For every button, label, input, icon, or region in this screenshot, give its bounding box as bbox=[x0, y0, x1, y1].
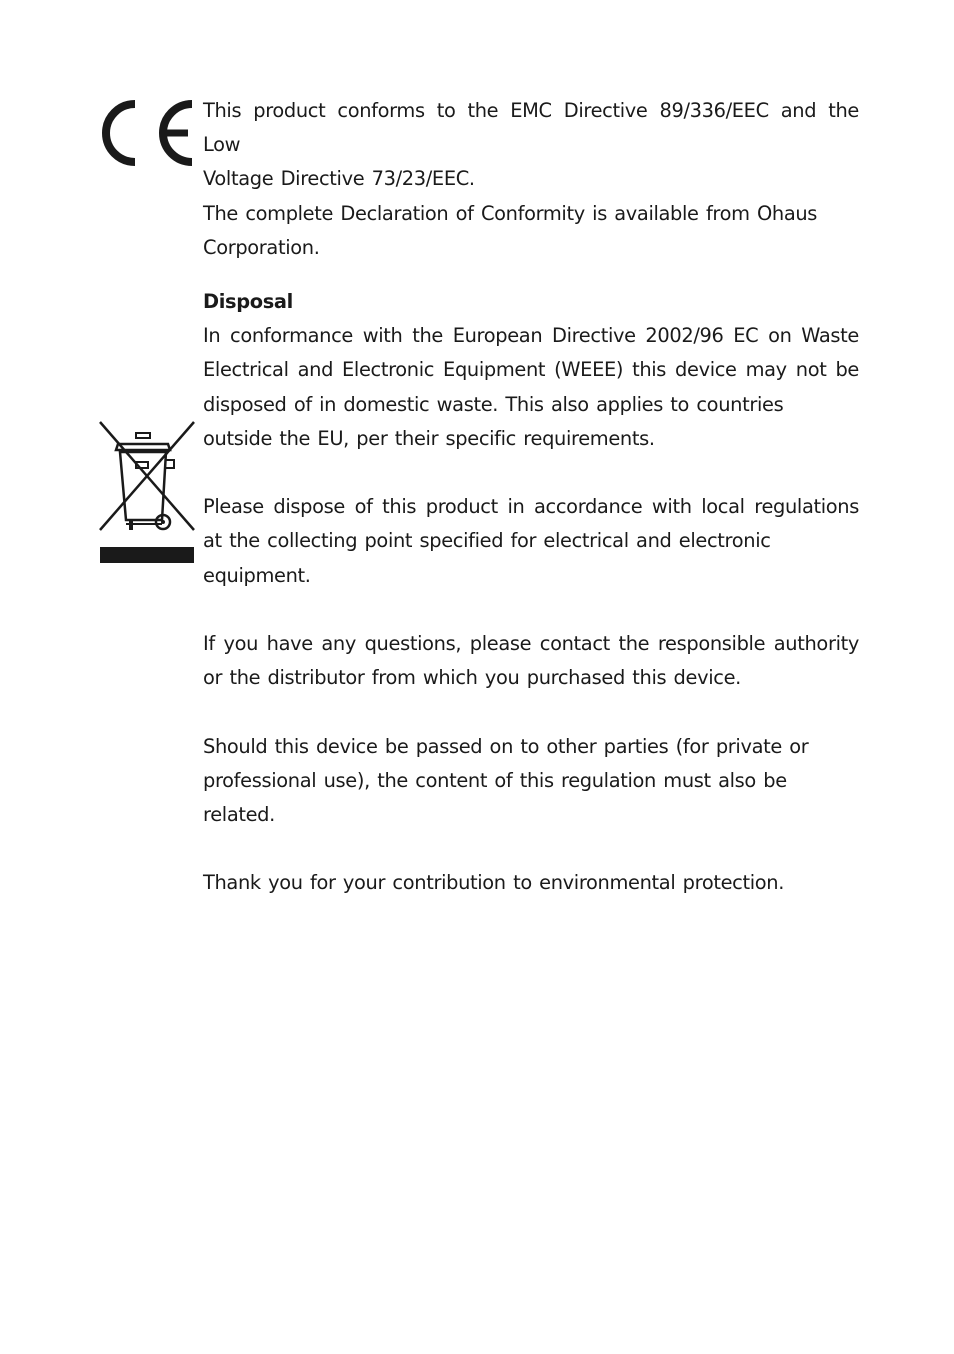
disposal-p2-line-2: at the collecting point specified for electrical and electronic bbox=[203, 529, 771, 553]
text-column bbox=[203, 94, 859, 901]
disposal-p4-line-1: Should this device be passed on to other parties (for private or bbox=[203, 734, 809, 758]
ce-line-4: Corporation. bbox=[203, 235, 320, 259]
disposal-p4-line-3: related. bbox=[203, 803, 275, 827]
disposal-heading: Disposal bbox=[203, 290, 293, 314]
ce-mark-icon bbox=[100, 98, 195, 168]
disposal-p3-line-1: If you have any questions, please contact the responsible authority bbox=[203, 632, 859, 656]
disposal-p1-line-2: Electrical and Electronic Equipment (WEEE) this device may not be bbox=[203, 358, 859, 382]
disposal-p1-line-4: outside the EU, per their specific requirements. bbox=[203, 426, 655, 450]
disposal-p5-line-1: Thank you for your contribution to environmental protection. bbox=[203, 871, 785, 895]
ce-line-1: This product conforms to the EMC Directive 89/336/EEC and the Low bbox=[203, 99, 859, 157]
ce-line-2: Voltage Directive 73/23/EEC. bbox=[203, 167, 475, 191]
disposal-p1-line-1: In conformance with the European Directive 2002/96 EC on Waste bbox=[203, 324, 859, 348]
crossed-out-wheelie-bin-icon bbox=[98, 420, 196, 565]
disposal-p2-line-1: Please dispose of this product in accordance with local regulations bbox=[203, 495, 859, 519]
disposal-p2-line-3: equipment. bbox=[203, 563, 311, 587]
disposal-p1-line-3: disposed of in domestic waste. This also applies to countries bbox=[203, 392, 784, 416]
disposal-p4-line-2: professional use), the content of this regulation must also be bbox=[203, 768, 787, 792]
disposal-p3-line-2: or the distributor from which you purchased this device. bbox=[203, 666, 741, 690]
ce-line-3: The complete Declaration of Conformity is available from Ohaus bbox=[203, 201, 818, 225]
